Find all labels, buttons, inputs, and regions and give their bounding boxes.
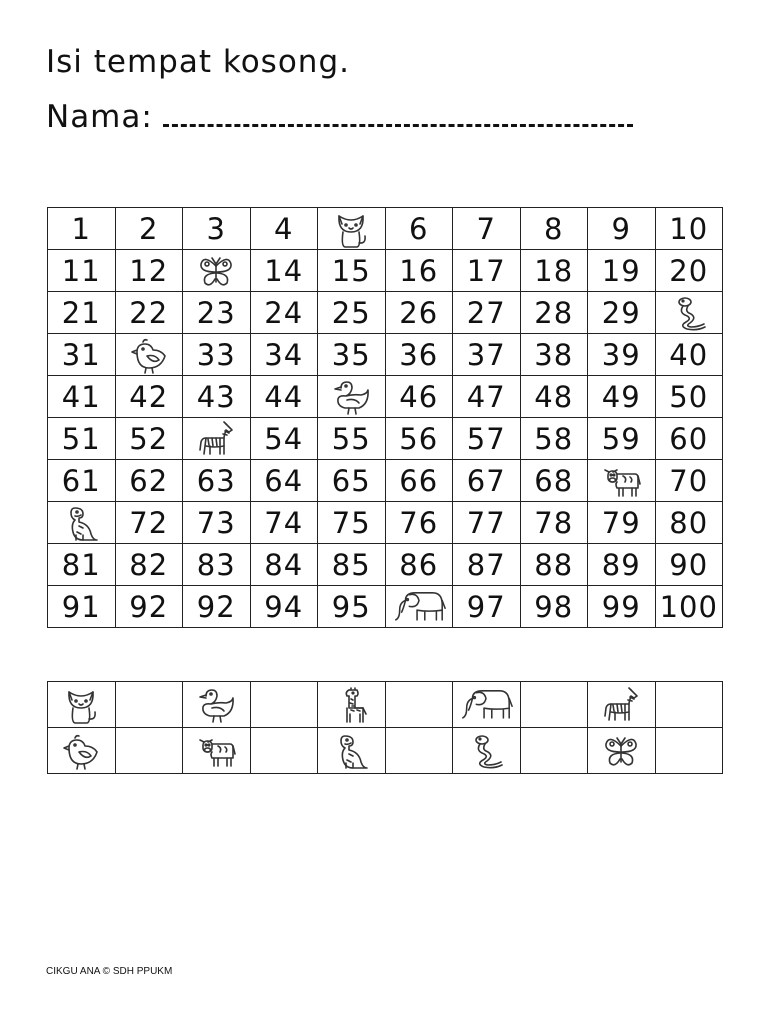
chart-cell-number: 74 bbox=[250, 502, 318, 544]
chart-cell-number: 15 bbox=[318, 250, 386, 292]
chart-cell-number: 43 bbox=[183, 376, 251, 418]
cat-icon bbox=[331, 210, 371, 248]
chart-cell-number: 46 bbox=[385, 376, 453, 418]
chart-cell-number: 4 bbox=[250, 208, 318, 250]
chart-row bbox=[48, 250, 723, 292]
chart-cell-number: 40 bbox=[655, 334, 723, 376]
chart-cell-number: 8 bbox=[520, 208, 588, 250]
answer-picture-cell bbox=[588, 682, 656, 728]
chart-cell-number: 92 bbox=[115, 586, 183, 628]
chart-cell-number: 12 bbox=[115, 250, 183, 292]
name-input-line[interactable] bbox=[163, 98, 633, 127]
answer-blank-cell[interactable] bbox=[655, 682, 723, 728]
chart-cell-number: 60 bbox=[655, 418, 723, 460]
chart-cell-number: 76 bbox=[385, 502, 453, 544]
chart-cell-number: 6 bbox=[385, 208, 453, 250]
answer-picture-cell bbox=[48, 728, 116, 774]
chart-cell-number: 21 bbox=[48, 292, 116, 334]
answer-picture-cell bbox=[48, 682, 116, 728]
chart-cell-number: 89 bbox=[588, 544, 656, 586]
chart-cell-number: 49 bbox=[588, 376, 656, 418]
chart-cell-number: 17 bbox=[453, 250, 521, 292]
chart-cell-number: 99 bbox=[588, 586, 656, 628]
chart-cell-picture[interactable] bbox=[183, 250, 251, 292]
chart-cell-number: 10 bbox=[655, 208, 723, 250]
answer-blank-cell[interactable] bbox=[115, 728, 183, 774]
cat-icon bbox=[61, 686, 101, 724]
chart-cell-number: 83 bbox=[183, 544, 251, 586]
bird-icon bbox=[61, 732, 101, 770]
answer-row bbox=[48, 728, 723, 774]
chart-cell-number: 66 bbox=[385, 460, 453, 502]
elephant-icon bbox=[390, 587, 448, 627]
chart-cell-number: 2 bbox=[115, 208, 183, 250]
chart-cell-number: 47 bbox=[453, 376, 521, 418]
zebra-icon bbox=[196, 420, 236, 458]
chart-cell-number: 44 bbox=[250, 376, 318, 418]
chart-cell-number: 51 bbox=[48, 418, 116, 460]
zebra-icon bbox=[601, 686, 641, 724]
footer-credit: CIKGU ANA © SDH PPUKM bbox=[46, 966, 173, 977]
chart-cell-number: 33 bbox=[183, 334, 251, 376]
chart-cell-number: 95 bbox=[318, 586, 386, 628]
chart-cell-picture[interactable] bbox=[318, 208, 386, 250]
chart-cell-number: 79 bbox=[588, 502, 656, 544]
chart-cell-number: 35 bbox=[318, 334, 386, 376]
chart-cell-number: 86 bbox=[385, 544, 453, 586]
chart-cell-number: 91 bbox=[48, 586, 116, 628]
answer-blank-cell[interactable] bbox=[520, 682, 588, 728]
answer-picture-cell bbox=[318, 682, 386, 728]
chart-cell-number: 42 bbox=[115, 376, 183, 418]
chart-row bbox=[48, 292, 723, 334]
chart-cell-number: 22 bbox=[115, 292, 183, 334]
chart-cell-number: 85 bbox=[318, 544, 386, 586]
chart-cell-number: 41 bbox=[48, 376, 116, 418]
chart-cell-number: 39 bbox=[588, 334, 656, 376]
answer-blank-cell[interactable] bbox=[520, 728, 588, 774]
chart-cell-number: 50 bbox=[655, 376, 723, 418]
name-row bbox=[46, 98, 633, 135]
chart-row bbox=[48, 544, 723, 586]
duck-icon bbox=[196, 686, 236, 724]
chart-cell-number: 92 bbox=[183, 586, 251, 628]
answer-picture-cell bbox=[588, 728, 656, 774]
name-label: Nama: bbox=[46, 99, 153, 135]
cow-icon bbox=[196, 732, 236, 770]
chart-cell-number: 64 bbox=[250, 460, 318, 502]
chart-cell-number: 19 bbox=[588, 250, 656, 292]
elephant-icon bbox=[457, 685, 515, 725]
chart-cell-number: 98 bbox=[520, 586, 588, 628]
chart-cell-picture[interactable] bbox=[318, 376, 386, 418]
chart-row bbox=[48, 502, 723, 544]
chart-cell-number: 72 bbox=[115, 502, 183, 544]
answer-row bbox=[48, 682, 723, 728]
chart-cell-number: 90 bbox=[655, 544, 723, 586]
chart-cell-number: 84 bbox=[250, 544, 318, 586]
answer-picture-cell bbox=[453, 728, 521, 774]
chart-cell-number: 67 bbox=[453, 460, 521, 502]
chart-cell-number: 88 bbox=[520, 544, 588, 586]
chart-cell-number: 63 bbox=[183, 460, 251, 502]
answer-picture-cell bbox=[453, 682, 521, 728]
chart-cell-number: 82 bbox=[115, 544, 183, 586]
chart-cell-number: 28 bbox=[520, 292, 588, 334]
chart-cell-number: 75 bbox=[318, 502, 386, 544]
chart-cell-number: 58 bbox=[520, 418, 588, 460]
chart-cell-number: 3 bbox=[183, 208, 251, 250]
chart-cell-number: 24 bbox=[250, 292, 318, 334]
chart-cell-number: 38 bbox=[520, 334, 588, 376]
chart-cell-picture[interactable] bbox=[385, 586, 453, 628]
chart-cell-number: 65 bbox=[318, 460, 386, 502]
chart-cell-picture[interactable] bbox=[588, 460, 656, 502]
chart-cell-number: 27 bbox=[453, 292, 521, 334]
hundred-chart bbox=[47, 207, 723, 628]
bird-icon bbox=[129, 336, 169, 374]
chart-cell-number: 20 bbox=[655, 250, 723, 292]
chart-cell-number: 80 bbox=[655, 502, 723, 544]
answer-blank-cell[interactable] bbox=[385, 682, 453, 728]
chart-row bbox=[48, 586, 723, 628]
answer-blank-cell[interactable] bbox=[115, 682, 183, 728]
answer-blank-cell[interactable] bbox=[250, 682, 318, 728]
chart-cell-picture[interactable] bbox=[48, 502, 116, 544]
chart-cell-number: 25 bbox=[318, 292, 386, 334]
chart-cell-number: 36 bbox=[385, 334, 453, 376]
chart-cell-number: 7 bbox=[453, 208, 521, 250]
chart-cell-number: 52 bbox=[115, 418, 183, 460]
chart-cell-number: 62 bbox=[115, 460, 183, 502]
chart-cell-number: 94 bbox=[250, 586, 318, 628]
chart-cell-number: 68 bbox=[520, 460, 588, 502]
chart-cell-number: 9 bbox=[588, 208, 656, 250]
butterfly-icon bbox=[196, 252, 236, 290]
chart-cell-number: 1 bbox=[48, 208, 116, 250]
chart-cell-number: 59 bbox=[588, 418, 656, 460]
answer-picture-cell bbox=[183, 728, 251, 774]
chart-cell-number: 23 bbox=[183, 292, 251, 334]
chart-row bbox=[48, 460, 723, 502]
giraffe-icon bbox=[331, 686, 371, 724]
chart-row bbox=[48, 418, 723, 460]
chart-row bbox=[48, 376, 723, 418]
chart-cell-number: 34 bbox=[250, 334, 318, 376]
chart-cell-number: 16 bbox=[385, 250, 453, 292]
chart-cell-number: 29 bbox=[588, 292, 656, 334]
chart-cell-number: 18 bbox=[520, 250, 588, 292]
chart-cell-number: 97 bbox=[453, 586, 521, 628]
dinosaur-icon bbox=[61, 504, 101, 542]
duck-icon bbox=[331, 378, 371, 416]
answer-blank-cell[interactable] bbox=[250, 728, 318, 774]
chart-cell-number: 54 bbox=[250, 418, 318, 460]
chart-cell-number: 37 bbox=[453, 334, 521, 376]
worksheet-title: Isi tempat kosong. bbox=[46, 44, 350, 80]
cow-icon bbox=[601, 462, 641, 500]
dinosaur-icon bbox=[331, 732, 371, 770]
answer-blank-cell[interactable] bbox=[655, 728, 723, 774]
chart-row bbox=[48, 208, 723, 250]
chart-cell-number: 55 bbox=[318, 418, 386, 460]
chart-cell-number: 77 bbox=[453, 502, 521, 544]
chart-cell-number: 61 bbox=[48, 460, 116, 502]
chart-cell-number: 100 bbox=[655, 586, 723, 628]
snake-icon bbox=[466, 732, 506, 770]
chart-cell-number: 73 bbox=[183, 502, 251, 544]
answer-picture-cell bbox=[183, 682, 251, 728]
chart-cell-number: 31 bbox=[48, 334, 116, 376]
chart-cell-number: 56 bbox=[385, 418, 453, 460]
chart-cell-number: 87 bbox=[453, 544, 521, 586]
snake-icon bbox=[669, 294, 709, 332]
chart-cell-picture[interactable] bbox=[183, 418, 251, 460]
chart-cell-number: 26 bbox=[385, 292, 453, 334]
chart-cell-picture[interactable] bbox=[115, 334, 183, 376]
chart-cell-picture[interactable] bbox=[655, 292, 723, 334]
chart-cell-number: 11 bbox=[48, 250, 116, 292]
chart-cell-number: 57 bbox=[453, 418, 521, 460]
chart-cell-number: 14 bbox=[250, 250, 318, 292]
chart-cell-number: 81 bbox=[48, 544, 116, 586]
butterfly-icon bbox=[601, 732, 641, 770]
chart-cell-number: 70 bbox=[655, 460, 723, 502]
answer-picture-cell bbox=[318, 728, 386, 774]
chart-row bbox=[48, 334, 723, 376]
answer-key-table bbox=[47, 681, 723, 774]
chart-cell-number: 78 bbox=[520, 502, 588, 544]
answer-blank-cell[interactable] bbox=[385, 728, 453, 774]
chart-cell-number: 48 bbox=[520, 376, 588, 418]
